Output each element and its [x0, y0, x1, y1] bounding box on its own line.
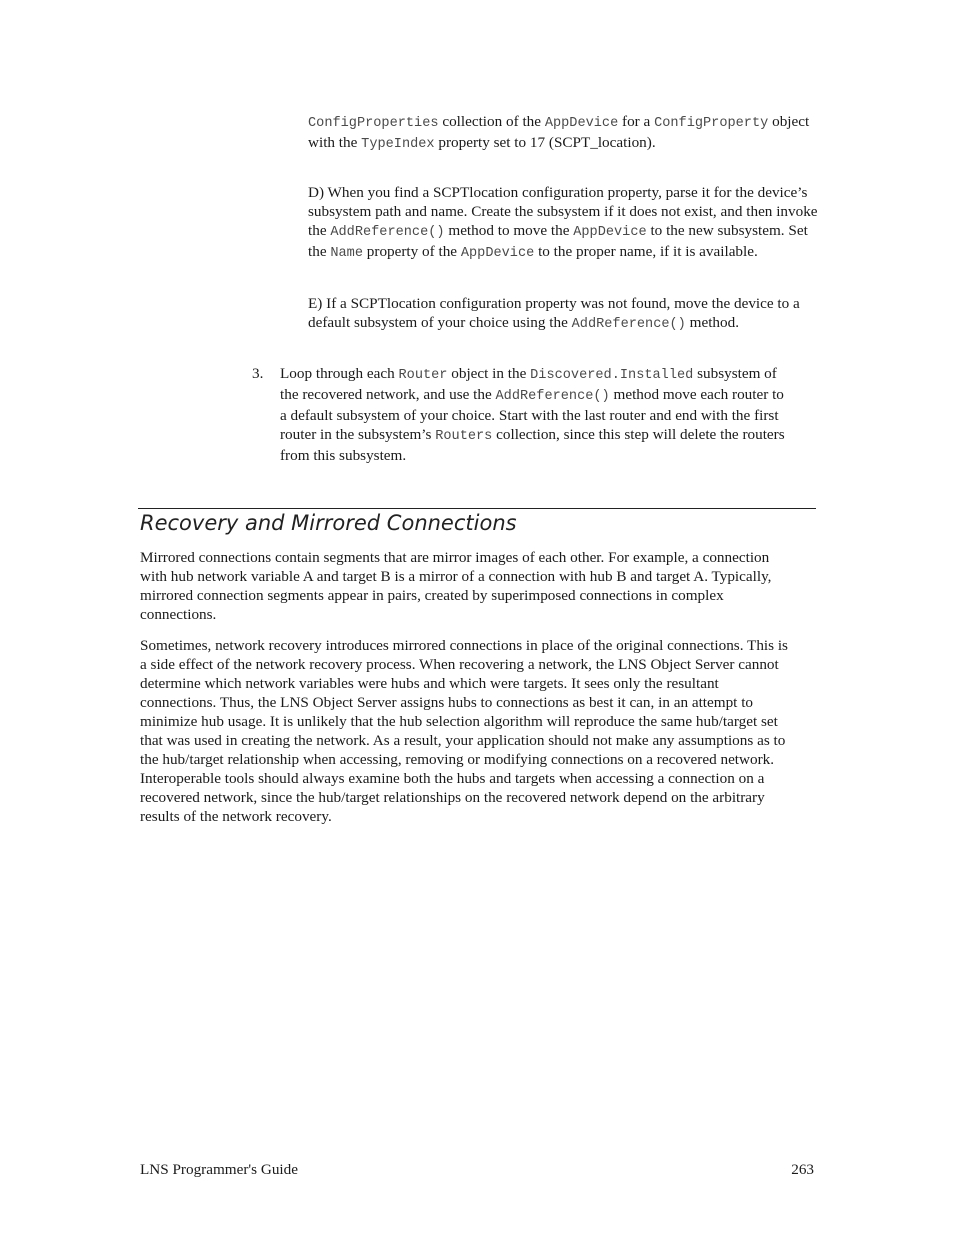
- inline-code: Discovered.Installed: [530, 368, 694, 383]
- inline-code: AppDevice: [460, 246, 535, 261]
- page-number: 263: [791, 1161, 814, 1178]
- inline-code: Name: [330, 246, 363, 261]
- inline-code: AddReference(): [495, 389, 610, 404]
- substep-e: E) If a SCPTlocation configuration property was not found, move the device to a default subsystem of your choice using the AddReference() method.: [308, 295, 800, 332]
- inline-code: AddReference(): [571, 317, 686, 332]
- inline-code: AddReference(): [330, 225, 445, 240]
- section-heading: Recovery and Mirrored Connections: [140, 511, 517, 535]
- paragraph-2: Sometimes, network recovery introduces mirrored connections in place of the original connections. This is a side effect of the network recovery process. When recovering a network, the LNS Object Server cannot determine which network variables were hubs and which were targets. It sees only the resultant connections. Thus, the LNS Object Server assigns hubs to connections as best it can, in an attempt to minimize hub usage. It is unlikely that the hub selection algorithm will reproduce the same hub/target set that was used in creating the network. As a result, your application should not make any assumptions as to the hub/target relationship when accessing, removing or modifying connections on a recovered network. Interoperable tools should always examine both the hubs and targets when accessing a connection on a recovered network, since the hub/target relationships on the recovered network depend on the arbitrary results of the network recovery.: [140, 637, 788, 825]
- substep-d: D) When you find a SCPTlocation configuration property, parse it for the device’s subsystem path and name. Create the subsystem if it does not exist, and then invoke the AddReference() method to move the AppDevice to the new subsystem. Set the Name property of the AppDevice to the proper name, if it is available.: [308, 184, 818, 261]
- inline-code: Routers: [435, 429, 493, 444]
- inline-code: Router: [398, 368, 448, 383]
- inline-code: AppDevice: [573, 225, 647, 240]
- step-number: 3.: [252, 365, 264, 382]
- inline-code: AppDevice: [544, 116, 619, 131]
- inline-code: ConfigProperties: [308, 116, 439, 131]
- step-item-continuation: ConfigProperties collection of the AppDevice for a ConfigProperty object with the TypeIndex property set to 17 (SCPT_location).: [308, 113, 810, 152]
- paragraph-1: Mirrored connections contain segments that are mirror images of each other. For example, a connection with hub network variable A and target B is a mirror of a connection with hub B and target A. Typically, mirrored connection segments appear in pairs, created by superimposed connections in complex connections.: [140, 549, 772, 623]
- step-3-text: Loop through each Router object in the Discovered.Installed subsystem of the recovered network, and use the AddReference() method move each router to a default subsystem of your choice. Start with the last router and end with the first router in the subsystem’s Routers collection, since this step will delete the routers from this subsystem.: [280, 365, 785, 464]
- footer-title: LNS Programmer's Guide: [140, 1161, 298, 1178]
- inline-code: TypeIndex: [361, 137, 435, 152]
- inline-code: ConfigProperty: [654, 116, 769, 131]
